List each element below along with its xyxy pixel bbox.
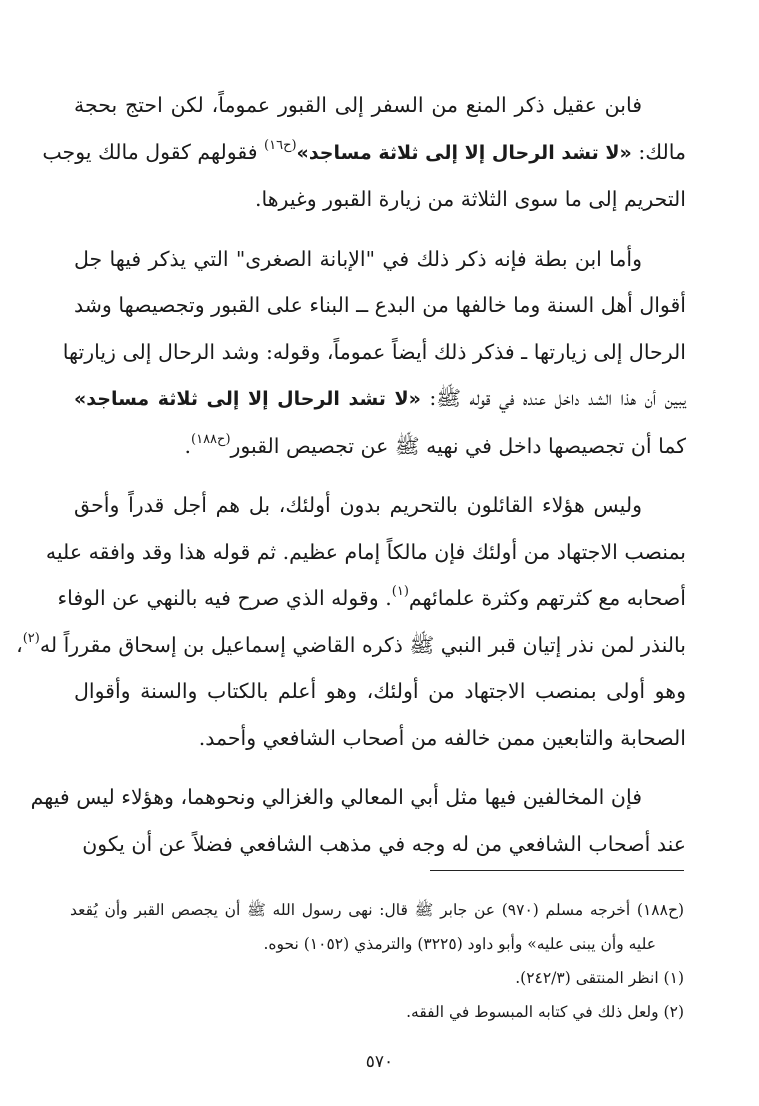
footnote: (ح١٨٨) أخرجه مسلم (٩٧٠) عن جابر ﷺ قال: نهى رسول الله ﷺ أن يجصص القبر وأن يُقعد <box>70 901 684 919</box>
paragraph <box>62 236 687 470</box>
footnote: (٢) ولعل ذلك في كتابه المبسوط في الفقه. <box>406 1003 684 1021</box>
text-run: يبين أن هذا الشد داخل عنده في قوله ﷺ: <box>420 386 687 410</box>
text-line <box>74 176 686 223</box>
text-line <box>74 82 686 129</box>
paragraph <box>30 774 686 867</box>
text-run: . وقوله الذي صرح فيه بالنهي عن الوفاء <box>57 586 392 610</box>
text-run: . <box>184 433 192 458</box>
text-line <box>74 668 686 715</box>
text-line <box>16 622 686 669</box>
text-line <box>74 375 686 423</box>
text-run: بالنذر لمن نذر إتيان قبر النبي ﷺ ذكره القاضي إسماعيل بن إسحاق مقرراً له <box>39 632 686 657</box>
footnotes <box>70 893 684 1029</box>
text-run: كما أن تجصيصها داخل في نهيه ﷺ عن تجصيص القبور <box>230 433 686 458</box>
text-run: فإن المخالفين فيها مثل أبي المعالي والغزالي ونحوهما، وهؤلاء ليس فيهم <box>30 785 642 809</box>
hadith-quote: «لا تشد الرحال إلا إلى ثلاثة مساجد» <box>74 388 421 410</box>
text-run: ، <box>16 632 23 657</box>
text-run: أقوال أهل السنة وما خالفها من البدع ــ البناء على القبور وتجصيصها وشد <box>74 293 686 317</box>
text-run: وأما ابن بطة فإنه ذكر ذلك في "الإبانة الصغرى" التي يذكر فيها جل <box>74 246 642 271</box>
text-line <box>42 129 686 177</box>
text-run: الصحابة والتابعين ممن خالفه من أصحاب الشافعي وأحمد. <box>198 725 686 750</box>
text-run: فابن عقيل ذكر المنع من السفر إلى القبور عموماً، لكن احتج بحجة <box>74 93 642 117</box>
footnote-ref: (٢) <box>22 630 40 646</box>
text-line <box>57 575 686 622</box>
paragraph <box>42 82 686 223</box>
text-line <box>74 423 686 470</box>
text-run: أصحابه مع كثرتهم وكثرة علمائهم <box>408 586 686 610</box>
page-number: ٥٧٠ <box>365 1052 394 1072</box>
text-line <box>30 774 686 821</box>
text-run: التحريم إلى ما سوى الثلاثة من زيارة القبور وغيرها. <box>254 187 686 211</box>
footnote-separator <box>430 870 684 871</box>
text-run: وليس هؤلاء القائلون بالتحريم بدون أولئك، بل هم أجل قدراً وأحق <box>74 493 642 517</box>
text-line <box>74 821 686 868</box>
text-line <box>74 282 686 329</box>
text-line <box>74 715 686 762</box>
text-run: وهو أولى بمنصب الاجتهاد من أولئك، وهو أعلم بالكتاب والسنة وأقوال <box>74 679 686 703</box>
text-run: الرحال إلى زيارتها ـ فذكر ذلك أيضاً عموماً، وقوله: وشد الرحال إلى زيارتها <box>62 339 686 364</box>
text-line <box>74 236 686 283</box>
text-line <box>74 482 686 529</box>
paragraph <box>16 482 686 761</box>
text-line <box>45 529 686 576</box>
footnote: (١) انظر المنتقى (٢٤٢/٣). <box>515 969 684 987</box>
hadith-quote: «لا تشد الرحال إلا إلى ثلاثة مساجد» <box>296 141 632 164</box>
text-line <box>62 329 686 376</box>
text-run: فقولهم كقول مالك يوجب <box>42 139 265 164</box>
footnote: عليه وأن يبنى عليه» وأبو داود (٣٢٢٥) والترمذي (١٠٥٢) نحوه. <box>263 935 656 953</box>
main-text <box>16 82 687 867</box>
text-run: مالك: <box>631 139 686 164</box>
footnote-ref: (ح١٦) <box>264 137 297 153</box>
text-run: بمنصب الاجتهاد من أولئك فإن مالكاً إمام عظيم. ثم قوله هذا وقد وافقه عليه <box>45 539 686 564</box>
footnote-ref: (١) <box>391 584 409 600</box>
footnote-ref: (ح١٨٨) <box>191 431 231 447</box>
text-run: عند أصحاب الشافعي من له وجه في مذهب الشافعي فضلاً عن أن يكون <box>82 831 686 856</box>
